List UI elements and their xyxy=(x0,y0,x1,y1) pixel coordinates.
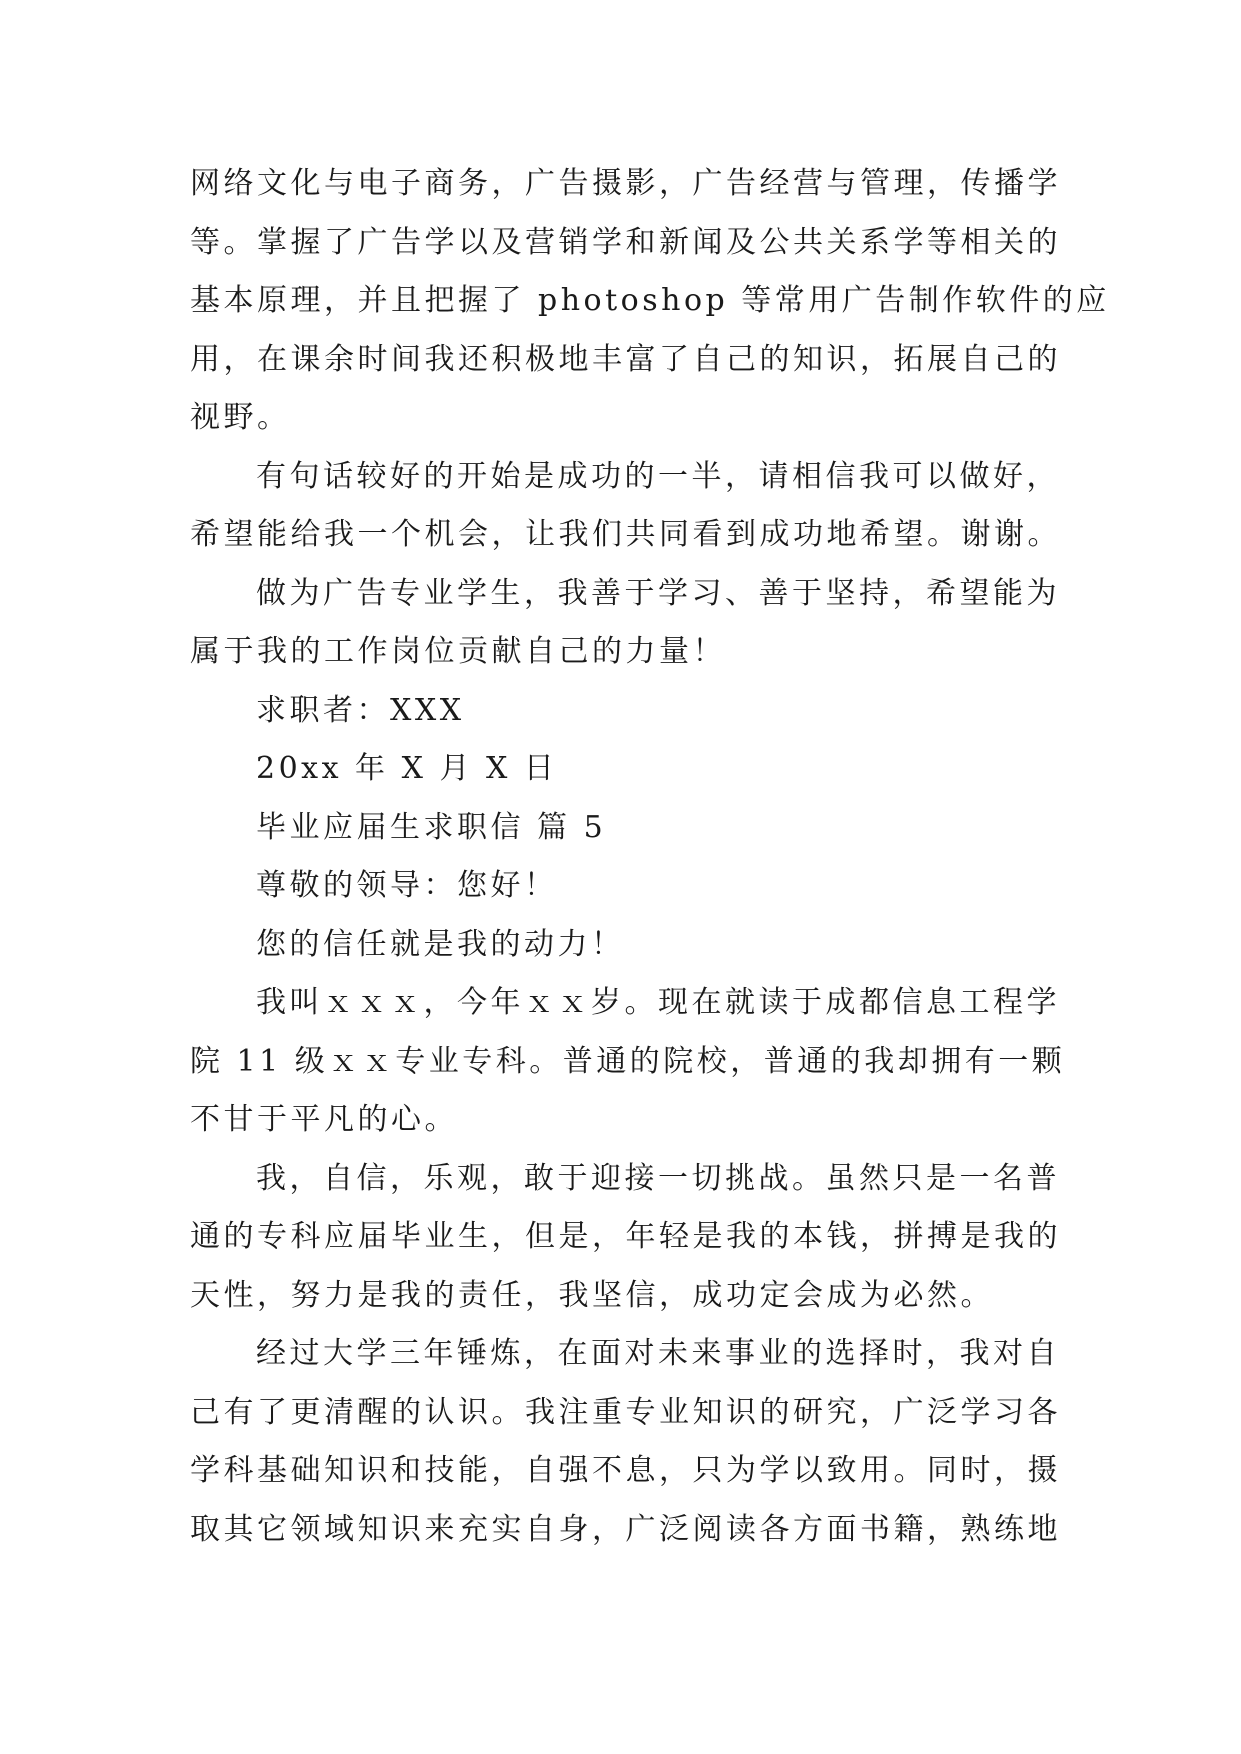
text-line: 有句话较好的开始是成功的一半，请相信我可以做好， xyxy=(256,458,1060,494)
text-line: 用，在课余时间我还积极地丰富了自己的知识，拓展自己的 xyxy=(190,341,1061,377)
text-line: 做为广告专业学生，我善于学习、善于坚持，希望能为 xyxy=(256,575,1060,611)
text-line: 等。掌握了广告学以及营销学和新闻及公共关系学等相关的 xyxy=(190,224,1061,260)
text-line: 不甘于平凡的心。 xyxy=(190,1102,458,1137)
text-line: 网络文化与电子商务，广告摄影，广告经营与管理，传播学 xyxy=(190,166,1061,201)
text-line: 院 11 级ｘｘ专业专科。普通的院校，普通的我却拥有一颗 xyxy=(190,1043,1066,1079)
text-line: 己有了更清醒的认识。我注重专业知识的研究，广泛学习各 xyxy=(190,1394,1061,1430)
section-heading: 毕业应届生求职信 篇 5 xyxy=(256,809,607,845)
text-line: 学科基础知识和技能，自强不息，只为学以致用。同时，摄 xyxy=(190,1453,1061,1488)
text-line: 我叫ｘｘｘ，今年ｘｘ岁。现在就读于成都信息工程学 xyxy=(256,985,1060,1020)
text-line: 取其它领域知识来充实自身，广泛阅读各方面书籍，熟练地 xyxy=(190,1511,1061,1547)
text-line: 经过大学三年锤炼，在面对未来事业的选择时，我对自 xyxy=(256,1336,1060,1371)
document-body xyxy=(190,155,1110,1559)
text-line: 通的专科应届毕业生，但是，年轻是我的本钱，拼搏是我的 xyxy=(190,1219,1061,1254)
signature-line: 求职者：XXX xyxy=(256,692,465,728)
text-line: 视野。 xyxy=(190,400,291,435)
salutation-line: 尊敬的领导：您好！ xyxy=(256,868,558,903)
text-line: 您的信任就是我的动力！ xyxy=(256,926,625,962)
text-line: 基本原理，并且把握了 photoshop 等常用广告制作软件的应 xyxy=(190,283,1110,318)
date-line: 20xx 年 X 月 X 日 xyxy=(256,751,558,786)
text-line: 属于我的工作岗位贡献自己的力量！ xyxy=(190,634,726,669)
text-line: 天性，努力是我的责任，我坚信，成功定会成为必然。 xyxy=(190,1277,994,1313)
text-line: 我，自信，乐观，敢于迎接一切挑战。虽然只是一名普 xyxy=(256,1160,1060,1196)
text-line: 希望能给我一个机会，让我们共同看到成功地希望。谢谢。 xyxy=(190,517,1061,552)
